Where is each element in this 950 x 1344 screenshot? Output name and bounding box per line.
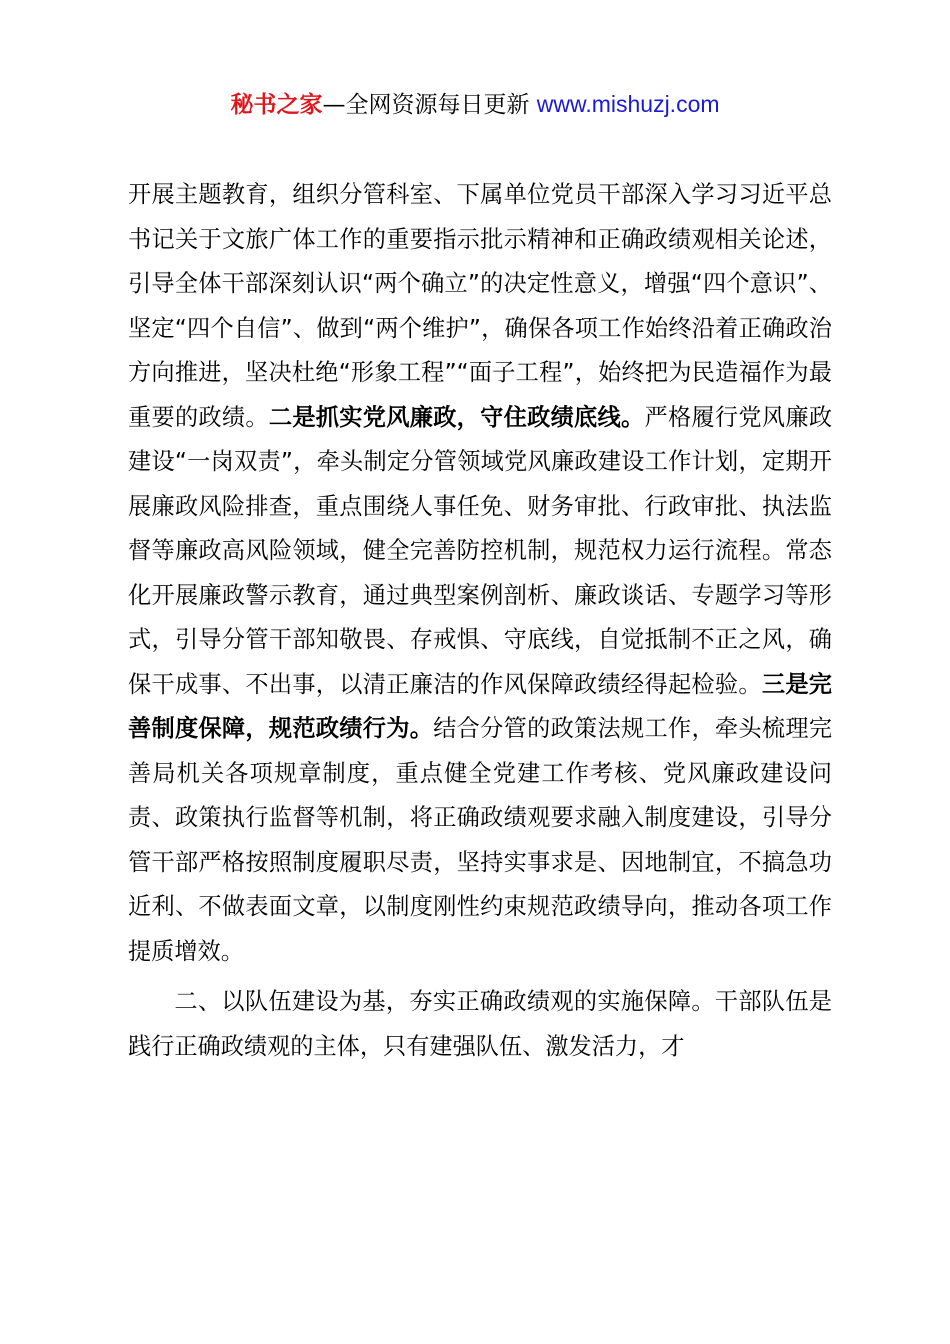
section-heading-2: 二是抓实党风廉政，守住政绩底线。 — [268, 403, 645, 431]
document-body — [128, 173, 832, 1069]
paragraph-text: 结合分管的政策法规工作，牵头梳理完善局机关各项规章制度，重点健全党建工作考核、党风廉政建设问责、政策执行监督等机制，将正确政绩观要求融入制度建设，引导分管干部严格按照制度履职尽责，坚持实事求是、因地制宜，不搞急功近利、不做表面文章，以制度刚性约束规范政绩导向，推动各项工作提质增效。 — [128, 715, 833, 965]
paragraph-section-2 — [128, 980, 832, 1069]
header-tagline: —全网资源每日更新 — [322, 92, 537, 118]
site-header — [0, 88, 950, 121]
brand-name: 秘书之家 — [230, 92, 323, 118]
section-heading-3: 三是完善制度保障，规范政绩行为。 — [128, 670, 832, 742]
paragraph-text: 严格履行党风廉政建设“一岗双责”，牵头制定分管领域党风廉政建设工作计划，定期开展廉政风险排查，重点围绕人事任免、财务审批、行政审批、执法监督等廉政高风险领域，健全完善防控机制，规范权力运行流程。常态化开展廉政警示教育，通过典型案例剖析、廉政谈话、专题学习等形式，引导分管干部知敬畏、存戒惧、守底线，自觉抵制不正之风，确保干成事、不出事，以清正廉洁的作风保障政绩经得起检验。 — [128, 403, 833, 698]
paragraph-text: 二、以队伍建设为基，夯实正确政绩观的实施保障。干部队伍是践行正确政绩观的主体，只有建强队伍、激发活力，才 — [128, 988, 832, 1060]
site-url-link[interactable]: www.mishuzj.com — [536, 91, 720, 117]
paragraph-text: 开展主题教育，组织分管科室、下属单位党员干部深入学习习近平总书记关于文旅广体工作的重要指示批示精神和正确政绩观相关论述，引导全体干部深刻认识“两个确立”的决定性意义，增强“四个意识”、坚定“四个自信”、做到“两个维护”，确保各项工作始终沿着正确政治方向推进，坚决杜绝“形象工程”“面子工程”，始终把为民造福作为最重要的政绩。 — [128, 181, 832, 431]
paragraph-continuation — [128, 173, 832, 974]
